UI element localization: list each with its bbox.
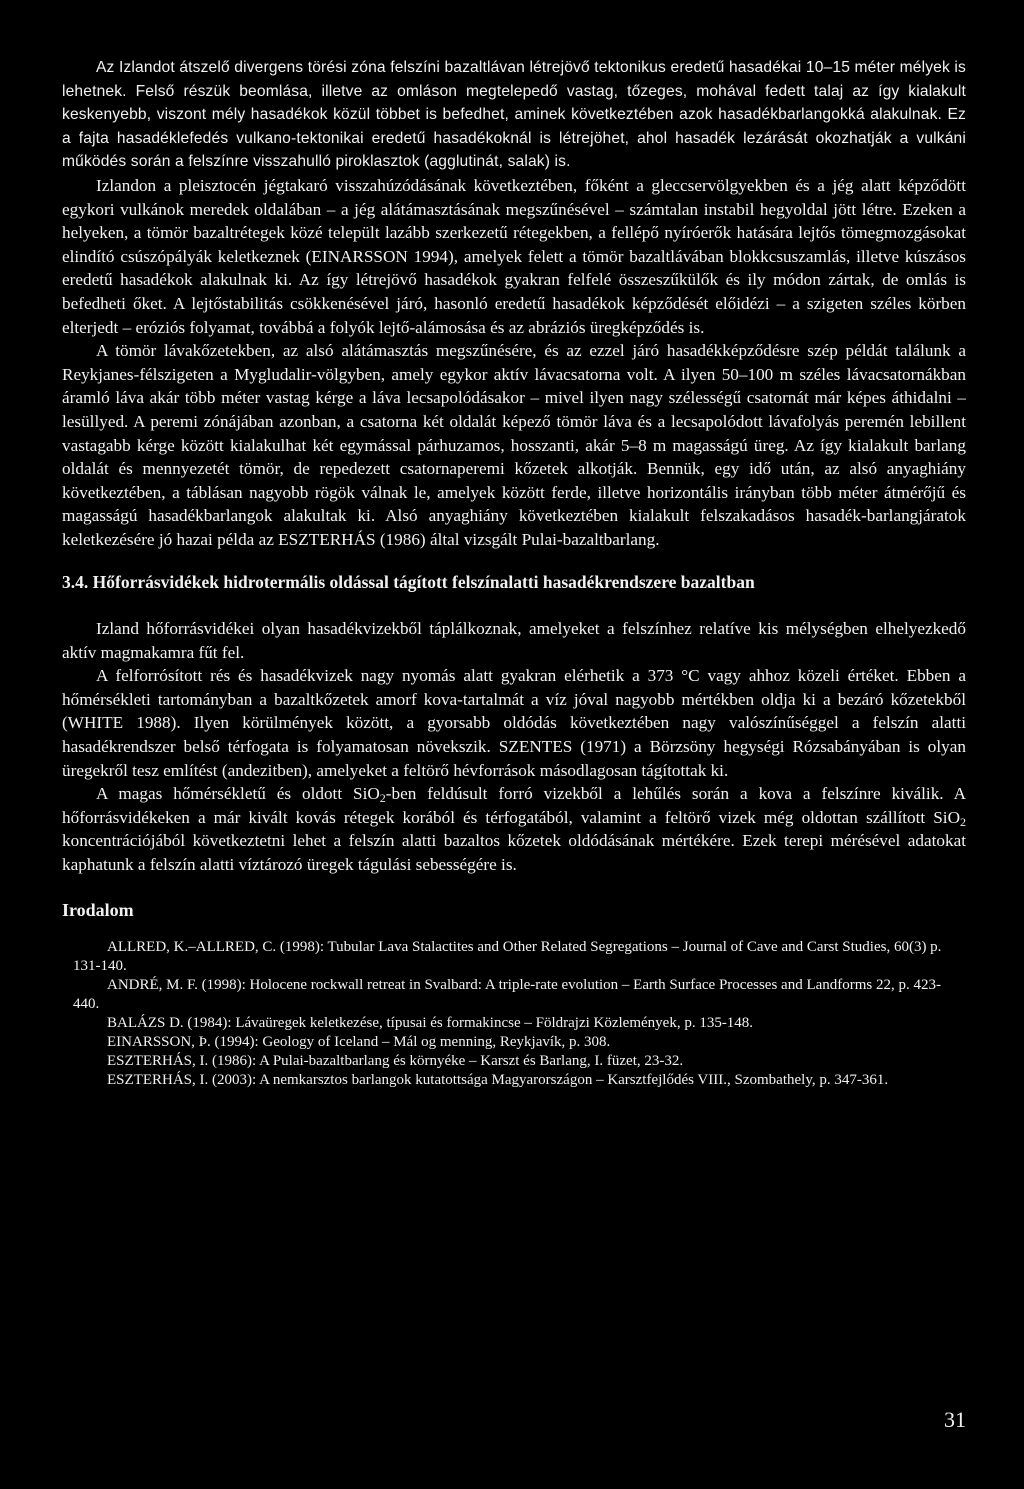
page-number: 31 [944, 1407, 966, 1432]
paragraph-4: Izland hőforrásvidékei olyan hasadékvizekből táplálkoznak, amelyeket a felszínhez relatíve kis mélységben elhelyezkedő aktív magmakamra fűt fel. [62, 619, 966, 662]
paragraph-1: Az Izlandot átszelő divergens törési zóna felszíni bazaltlávan létrejövő tektonikus eredetű hasadékai 10–15 méter mélyek is lehetnek. Felső részük beomlása, illetve az omláson megtelepedő vastag, tőzeges, mohával fedett talaj az így kialakult keskenyebb, viszont mély hasadékok közül többet is befedhet, aminek következtében azok hasadékbarlangokká alakulnak. Ez a fajta hasadéklefedés vulkano-tektonikai eredetű hasadékoknál is létrejöhet, ahol hasadék lezárását okozhatják a vulkáni működés során a felszínre visszahulló piroklasztok (agglutinát, salak) is. [62, 59, 966, 171]
paragraph-6-part-b: -ben feldúsult forró vizekből a lehűlés során a kova a felszínre kiválik. A hőforrásvidékeken a már kivált kovás rétegek korából és térfogatából, valamint a feltörő vizek még oldottan szállított SiO [62, 784, 966, 827]
body-text [62, 56, 966, 1090]
paragraph-5: A felforrósított rés és hasadékvizek nagy nyomás alatt gyakran elérhetik a 373 °C vagy ahhoz közeli értéket. Ebben a hőmérsékleti tartományban a bazaltkőzetek amorf kova-tartalmát a víz jóval nagyobb mértékben oldja ki a bezáró kőzetekből (WHITE 1988). Ilyen körülmények között, a gyorsabb oldódás következtében nagy valószínűséggel a felszín alatti hasadékrendszer belső térfogata is folyamatosan növekszik. SZENTES (1971) a Börzsöny hegységi Rózsabányában is olyan üregekről tesz említést (andezitben), amelyeket a feltörő hévforrások másodlagosan tágítottak ki. [62, 666, 966, 780]
paragraph-6 [62, 782, 966, 876]
paragraph-6-part-a: A magas hőmérsékletű és oldott SiO [96, 784, 380, 804]
subscript-2: 2 [379, 791, 386, 806]
reference-item: ESZTERHÁS, I. (2003): A nemkarsztos barlangok kutatottsága Magyarországon – Karsztfejlődés VIII., Szombathely, p. 347-361. [107, 1072, 889, 1089]
reference-item: ALLRED, K.–ALLRED, C. (1998): Tubular Lava Stalactites and Other Related Segregations – Journal of Cave and Carst Studies, 60(3) p. 131-140. [73, 939, 942, 975]
paragraph-3: A tömör lávakőzetekben, az alsó alátámasztás megszűnésére, és az ezzel járó hasadékképződésre szép példát találunk a Reykjanes-félszigeten a Mygludalir-völgyben, amely egykor aktív lávacsatorna volt. A ilyen 50–100 m széles lávacsatornákban áramló láva akár több méter vastag kérge a láva lecsapolódásakor – mivel ilyen nagy szélességű csatornát már képes áthidalni – lesüllyed. A peremi zónájában azonban, a csatorna két oldalát képező tömör láva és a lecsapolódott lávafolyás peremén lebillent vastagabb kérge között kialakulhat két egymással párhuzamos, hosszanti, akár 5–8 m magasságú üreg. Az így kialakult barlang oldalát és mennyezetét tömör, de repedezett csatornaperemi kőzetek alkotják. Bennük, egy idő után, az alsó anyaghiány következtében, a táblásan nagyobb rögök válnak le, amelyek között ferde, illetve horizontális irányban több méter átmérőjű és magasságú hasadékbarlangok alakultak ki. Alsó anyaghiány következtében kialakult felszakadásos hasadék-barlangjáratok keletkezésére jó hazai példa az ESZTERHÁS (1986) által vizsgált Pulai-bazaltbarlang. [62, 341, 966, 549]
subscript-2: 2 [959, 814, 966, 829]
section-heading: 3.4. Hőforrásvidékek hidrotermális oldással tágított felszínalatti hasadékrendszere bazaltban [62, 572, 755, 593]
reference-item: ESZTERHÁS, I. (1986): A Pulai-bazaltbarlang és környéke – Karszt és Barlang, I. füzet, 23-32. [107, 1053, 684, 1070]
paragraph-6-part-c: koncentrációjából következtetni lehet a felszín alatti bazaltos kőzetek oldódásának mértékére. Ezek terepi mérésével adatokat kaphatunk a felszín alatti víztározó üregek tágulási sebességére is. [62, 831, 966, 874]
reference-item: ANDRÉ, M. F. (1998): Holocene rockwall retreat in Svalbard: A triple-rate evolution – Earth Surface Processes and Landforms 22, p. 423-440. [73, 977, 942, 1013]
reference-item: EINARSSON, Þ. (1994): Geology of Iceland – Mál og menning, Reykjavík, p. 308. [107, 1034, 611, 1051]
paragraph-2: Izlandon a pleisztocén jégtakaró visszahúzódásának következtében, főként a gleccservölgyekben és a jég alatt képződött egykori vulkánok meredek oldalában – a jég alátámasztásának megszűnésével – számtalan instabil hegyoldal jött létre. Ezeken a helyeken, a tömör bazaltrétegek közé települt lazább szerkezetű rétegekben, a fellépő nyíróerők hatására lejtős tömegmozgásokat elindító csúszópályák keletkeznek (EINARSSON 1994), amelyek felett a tömör bazaltlávában blokkcsuszamlás, illetve kúszásos eredetű hasadékok alakulnak ki. Az így létrejövő hasadékok gyakran felfelé összeszűkülők és ily módon zártak, de omlás is befedheti őket. A lejtőstabilitás csökkenésével járó, hasonló eredetű hasadékok képződését előidézi – a szigeten széles körben elterjedt – eróziós folyamat, továbbá a folyók lejtő-alámosása és az abráziós üregképződés is. [62, 175, 966, 337]
references-heading: Irodalom [62, 899, 134, 920]
reference-item: BALÁZS D. (1984): Lávaüregek keletkezése, típusai és formakincse – Földrajzi Közlemények, p. 135-148. [107, 1015, 754, 1032]
